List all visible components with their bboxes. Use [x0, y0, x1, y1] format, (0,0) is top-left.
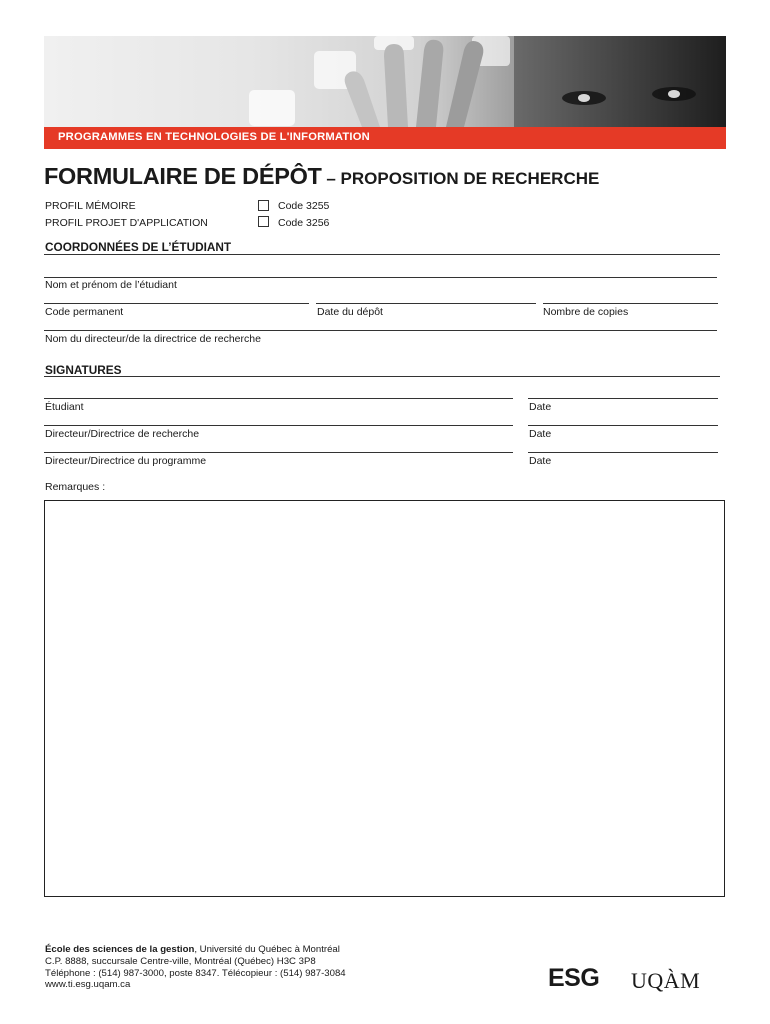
- remarks-textarea[interactable]: [44, 500, 725, 897]
- profile-label-memoire: PROFIL MÉMOIRE: [45, 200, 136, 212]
- copies-field[interactable]: [543, 303, 718, 304]
- signature-program-date-label: Date: [529, 455, 552, 467]
- signature-director-label: Directeur/Directrice de recherche: [45, 428, 200, 440]
- section-title-student: COORDONNÉES DE L’ÉTUDIANT: [45, 240, 232, 254]
- date-depot-field[interactable]: [316, 303, 536, 304]
- profile-label-projet: PROFIL PROJET D'APPLICATION: [45, 217, 208, 229]
- esg-logo: ESG: [548, 964, 600, 992]
- program-title: PROGRAMMES EN TECHNOLOGIES DE L'INFORMATION: [58, 131, 370, 143]
- remarks-label: Remarques :: [45, 481, 106, 493]
- copies-label: Nombre de copies: [543, 306, 629, 318]
- signature-student-date-label: Date: [529, 401, 552, 413]
- signature-program-date-field[interactable]: [528, 452, 718, 453]
- form-title-main: FORMULAIRE DE DÉPÔT: [44, 163, 322, 189]
- header-band: [44, 127, 726, 149]
- signature-program-field[interactable]: [44, 452, 513, 453]
- footer-address: [45, 944, 346, 991]
- section-rule-student: [44, 254, 720, 255]
- hand-touchscreen-illustration: [44, 36, 726, 127]
- director-label: Nom du directeur/de la directrice de recherche: [45, 333, 261, 345]
- section-rule-signatures: [44, 376, 720, 377]
- footer-university: , Université du Québec à Montréal: [194, 944, 340, 955]
- code-permanent-field[interactable]: [44, 303, 309, 304]
- date-depot-label: Date du dépôt: [317, 306, 383, 318]
- code-label-3256: Code 3256: [278, 217, 330, 229]
- signature-student-label: Étudiant: [45, 401, 84, 413]
- footer-postal-address: C.P. 8888, succursale Centre-ville, Montréal (Québec) H3C 3P8: [45, 955, 316, 967]
- checkbox-code-3255[interactable]: [258, 200, 269, 211]
- form-title: [44, 163, 599, 190]
- name-field-label: Nom et prénom de l’étudiant: [45, 279, 177, 291]
- signature-student-field[interactable]: [44, 398, 513, 399]
- name-field[interactable]: [44, 277, 717, 278]
- director-field[interactable]: [44, 330, 717, 331]
- uqam-logo: UQÀM: [631, 968, 701, 993]
- footer-website[interactable]: www.ti.esg.uqam.ca: [45, 979, 131, 991]
- section-title-signatures: SIGNATURES: [45, 363, 122, 377]
- signature-director-field[interactable]: [44, 425, 513, 426]
- form-title-sub: – PROPOSITION DE RECHERCHE: [326, 169, 600, 188]
- signature-student-date-field[interactable]: [528, 398, 718, 399]
- checkbox-code-3256[interactable]: [258, 216, 269, 227]
- footer-school-name: École des sciences de la gestion: [45, 944, 195, 955]
- header-photo: [44, 36, 726, 127]
- signature-director-date-label: Date: [529, 428, 552, 440]
- code-label-3255: Code 3255: [278, 200, 330, 212]
- footer-phone: Téléphone : (514) 987-3000, poste 8347. Télécopieur : (514) 987-3084: [45, 967, 346, 979]
- code-permanent-label: Code permanent: [45, 306, 124, 318]
- signature-director-date-field[interactable]: [528, 425, 718, 426]
- signature-program-label: Directeur/Directrice du programme: [45, 455, 207, 467]
